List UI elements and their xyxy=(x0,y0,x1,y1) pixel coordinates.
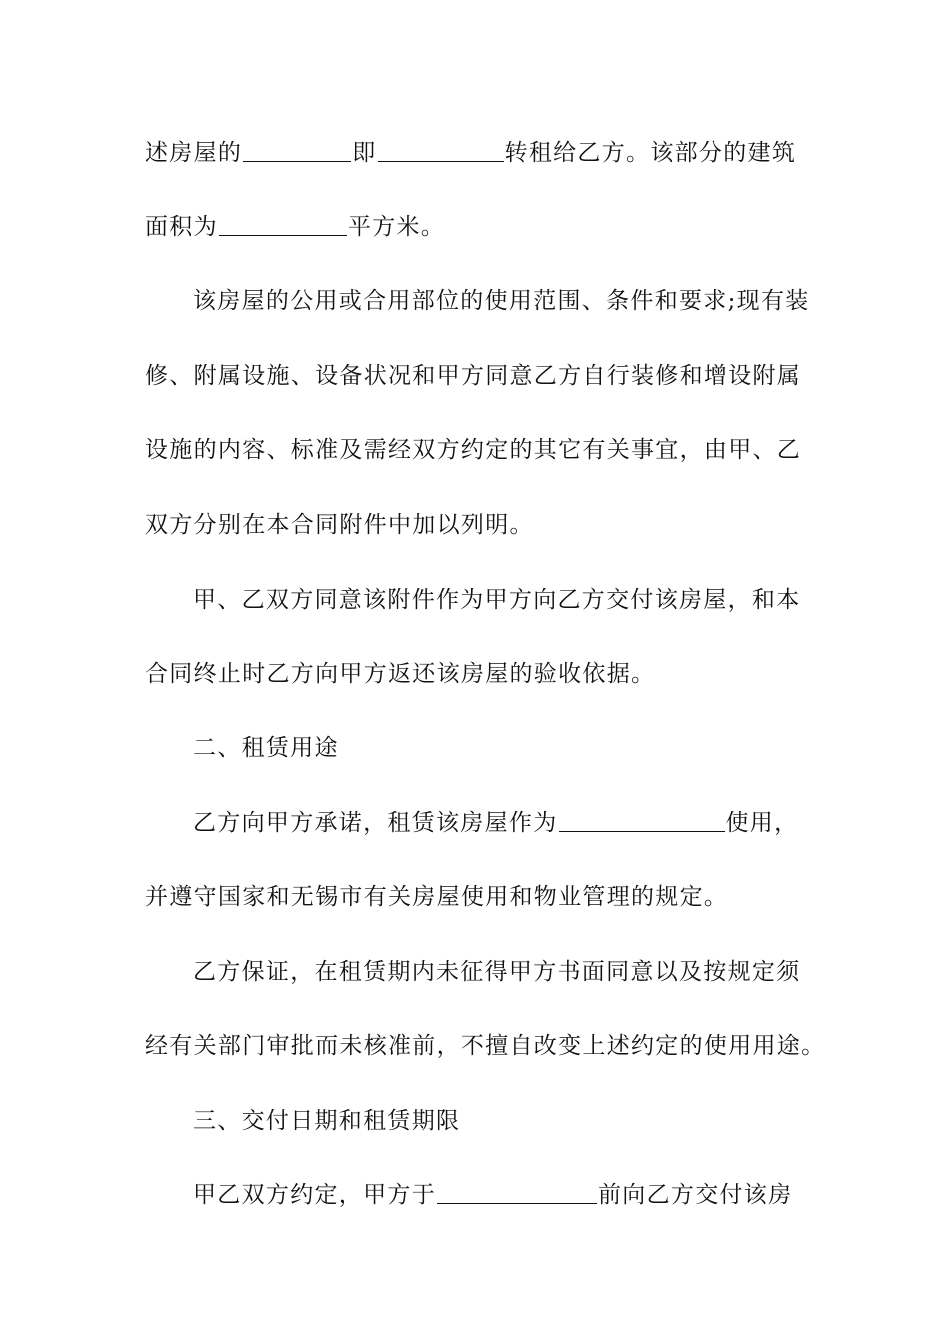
text-segment: 前向乙方交付该房 xyxy=(598,1182,793,1208)
paragraph-line-11: 乙方保证，在租赁期内未征得甲方书面同意以及按规定须 xyxy=(193,959,801,985)
fill-in-blank[interactable] xyxy=(437,1181,597,1204)
text-segment: 平方米。 xyxy=(347,214,446,240)
paragraph-line-3: 该房屋的公用或合用部位的使用范围、条件和要求;现有装 xyxy=(193,288,810,314)
text-segment: 乙方向甲方承诺，租赁该房屋作为 xyxy=(193,810,558,836)
text-segment: 即 xyxy=(352,140,377,166)
paragraph-line-7: 甲、乙双方同意该附件作为甲方向乙方交付该房屋，和本 xyxy=(193,587,801,613)
text-segment: 使用， xyxy=(725,810,799,836)
paragraph-line-6: 双方分别在本合同附件中加以列明。 xyxy=(145,512,534,538)
paragraph-line-8: 合同终止时乙方向甲方返还该房屋的验收依据。 xyxy=(145,661,656,687)
text-segment: 述房屋的 xyxy=(145,140,243,166)
text-segment: 面积为 xyxy=(145,214,218,240)
fill-in-blank[interactable] xyxy=(378,139,504,162)
paragraph-line-4: 修、附属设施、设备状况和甲方同意乙方自行装修和增设附属 xyxy=(145,363,802,389)
paragraph-line-13 xyxy=(193,1177,810,1213)
paragraph-line-12: 经有关部门审批而未核准前，不擅自改变上述约定的使用用途。 xyxy=(145,1033,826,1059)
paragraph-line-5: 设施的内容、标准及需经双方约定的其它有关事宜，由甲、乙 xyxy=(145,437,802,463)
paragraph-line-10: 并遵守国家和无锡市有关房屋使用和物业管理的规定。 xyxy=(145,884,729,910)
paragraph-line-1 xyxy=(145,135,810,171)
section-heading-delivery: 三、交付日期和租赁期限 xyxy=(193,1108,461,1134)
text-segment: 转租给乙方。该部分的建筑 xyxy=(504,140,797,166)
paragraph-line-2 xyxy=(145,209,810,245)
fill-in-blank[interactable] xyxy=(219,213,347,236)
fill-in-blank[interactable] xyxy=(559,809,725,832)
text-segment: 甲乙双方约定，甲方于 xyxy=(193,1182,436,1208)
paragraph-line-9 xyxy=(193,805,810,841)
fill-in-blank[interactable] xyxy=(243,139,351,162)
section-heading-usage: 二、租赁用途 xyxy=(193,735,339,761)
